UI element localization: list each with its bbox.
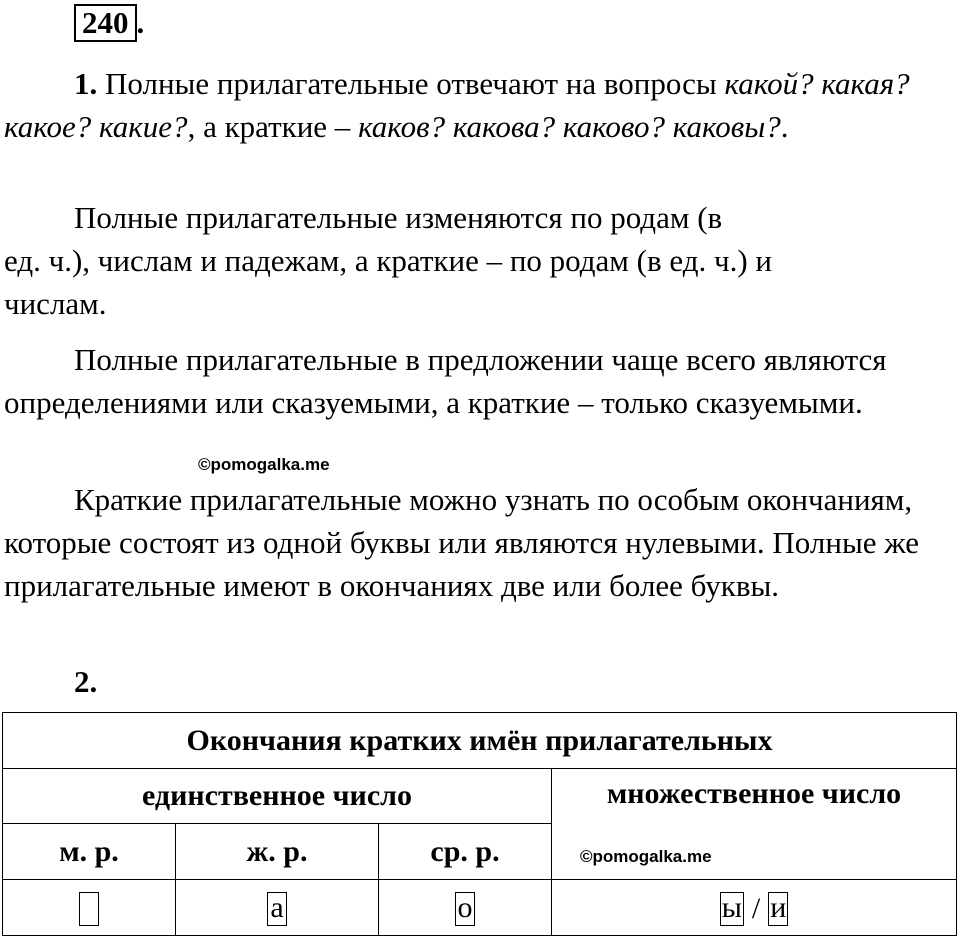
table-title: Окончания кратких имён прилагательных <box>3 713 957 769</box>
watermark-2: ©pomogalka.me <box>580 847 712 866</box>
p1-text-a: Полные прилагательные отвечают на вопросы <box>97 66 725 101</box>
header-singular: единственное число <box>3 769 552 824</box>
p2-line-1: Полные прилагательные изменяются по родам (в <box>74 200 723 235</box>
p1-questions-full: какой? какая? какое? какие? <box>4 66 910 144</box>
p4-text: Краткие прилагательные можно узнать по особым окончаниям, которые состоят из одной буквы или являются нулевыми. Полные же прилагательные имеют в окончаниях две или более буквы. <box>4 482 920 603</box>
ending-plural-2: и <box>770 890 787 924</box>
task-number-suffix: . <box>136 5 145 40</box>
ending-plural-1: ы <box>721 890 742 924</box>
p2-line-2: ед. ч.), числам и падежам, а краткие – по родам (в ед. ч.) и <box>4 243 773 278</box>
task-number-box <box>74 4 137 42</box>
p1-text-c: . <box>780 109 789 144</box>
ending-plural-separator: / <box>751 891 761 925</box>
cell-ending-feminine <box>176 880 379 936</box>
watermark-1: ©pomogalka.me <box>198 455 330 474</box>
cell-ending-plural <box>552 880 957 936</box>
p1-questions-short: каков? какова? каково? каковы? <box>358 109 781 144</box>
paragraph-3 <box>4 338 954 424</box>
endings-table <box>2 712 957 936</box>
p1-text-b: , а краткие – <box>187 109 359 144</box>
ending-neuter: о <box>455 892 475 926</box>
section-2-marker: 2. <box>74 664 98 699</box>
section-1-marker: 1. <box>74 66 98 101</box>
paragraph-4 <box>4 478 954 607</box>
header-plural-label: множественное число <box>606 777 902 810</box>
ending-feminine: а <box>267 892 287 926</box>
task-number-value: 240 <box>82 5 129 40</box>
header-masculine: м. р. <box>3 824 176 880</box>
header-neuter: ср. р. <box>379 824 552 880</box>
task-number <box>74 4 144 42</box>
p3-text: Полные прилагательные в предложении чаще всего являются определениями или сказуемыми, а краткие – только сказуемыми. <box>4 342 887 420</box>
paragraph-1 <box>4 62 954 148</box>
cell-ending-masculine <box>3 880 176 936</box>
header-feminine: ж. р. <box>176 824 379 880</box>
header-plural <box>552 769 957 880</box>
paragraph-2 <box>4 196 954 325</box>
cell-ending-neuter <box>379 880 552 936</box>
null-ending-box <box>79 892 99 926</box>
p2-line-3: числам. <box>4 286 107 321</box>
